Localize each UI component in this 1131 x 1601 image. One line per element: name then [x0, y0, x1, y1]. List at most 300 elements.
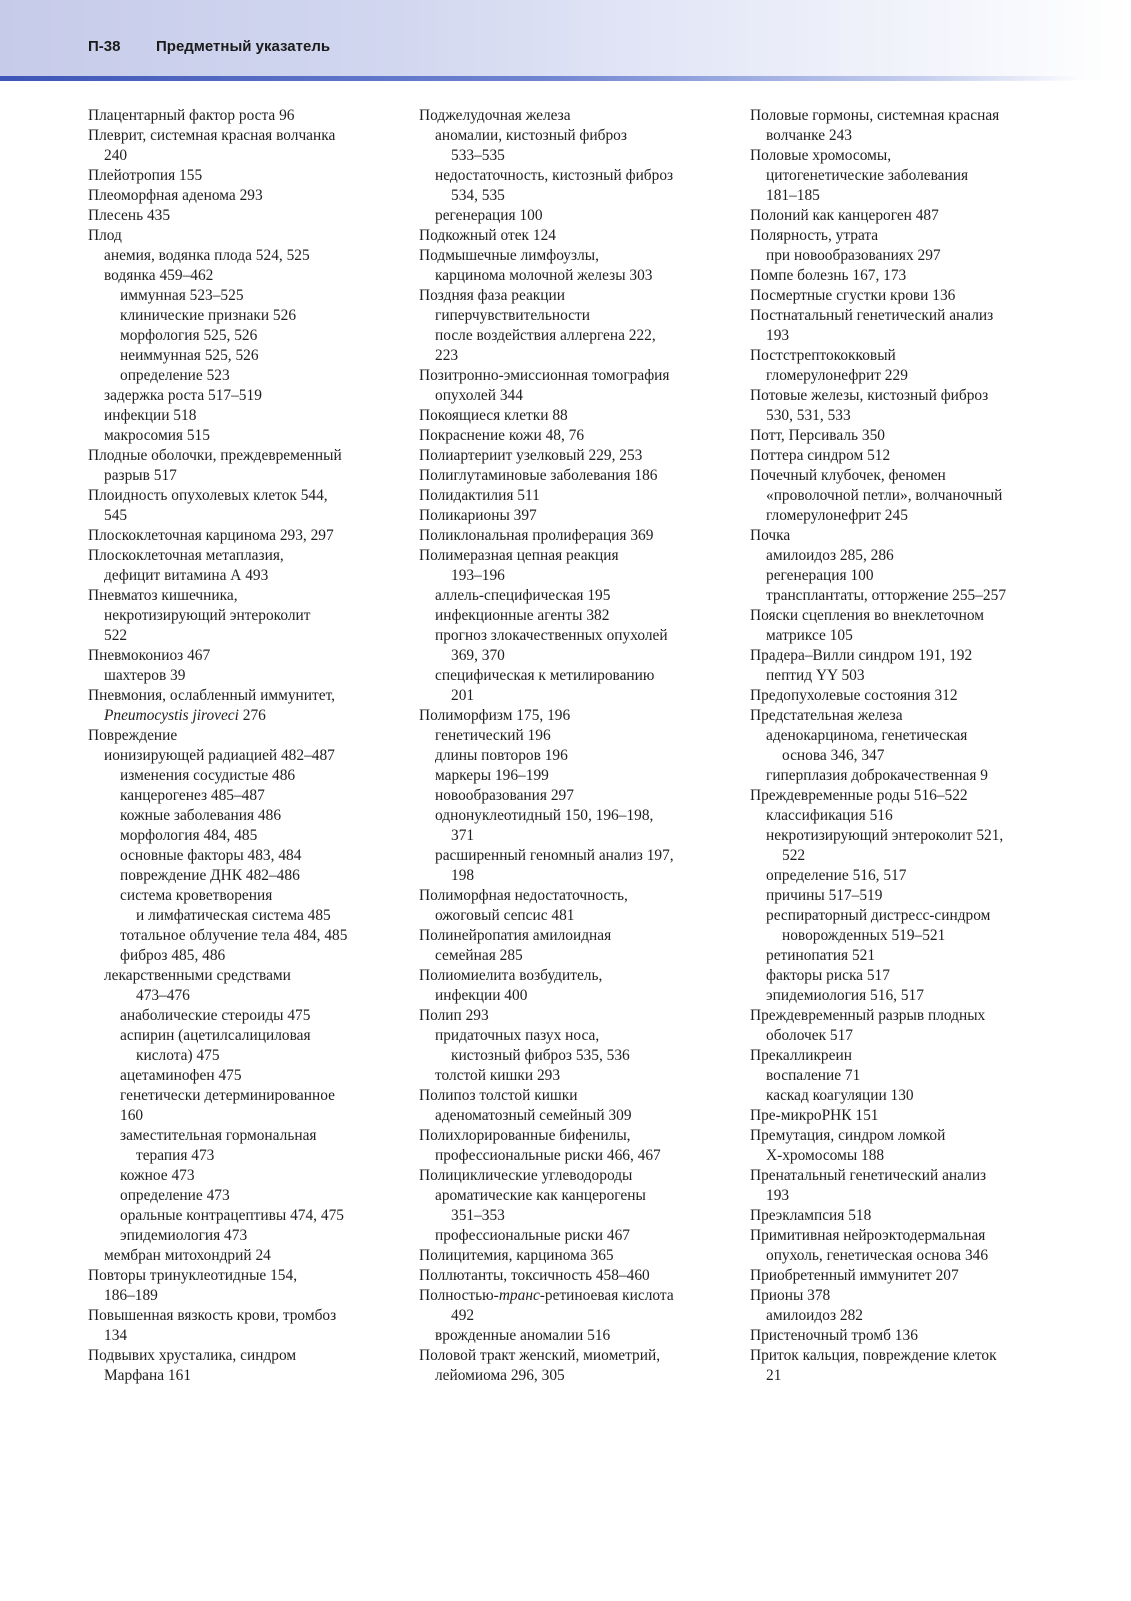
index-entry-text: Полипоз толстой кишки: [419, 1087, 578, 1104]
index-entry: [750, 126, 1070, 146]
index-entry-text: цитогенетические заболевания: [766, 167, 969, 184]
index-entry: [88, 1206, 408, 1226]
index-entry: [750, 326, 1070, 346]
index-entry-text: амилоидоз 282: [766, 1307, 863, 1324]
index-entry: [750, 1326, 1070, 1346]
index-entry-text: Плейотропия 155: [88, 167, 203, 184]
index-entry: [750, 766, 1070, 786]
index-entry: [88, 1286, 408, 1306]
index-entry: [419, 666, 739, 686]
index-entry-text: воспаление 71: [766, 1067, 861, 1084]
index-entry: [419, 186, 739, 206]
index-entry: [750, 1186, 1070, 1206]
index-entry-text: основа 346, 347: [782, 747, 885, 764]
index-entry: [419, 766, 739, 786]
index-entry-text: некротизирующий энтероколит 521,: [766, 827, 1004, 844]
index-entry-pages: 276: [238, 707, 266, 724]
index-entry: [419, 1086, 739, 1106]
index-entry: [419, 926, 739, 946]
index-entry-text: 193–196: [451, 567, 505, 584]
index-entry: [419, 346, 739, 366]
index-entry-text: определение 523: [120, 367, 230, 384]
index-entry: [419, 866, 739, 886]
index-entry-text: Повышенная вязкость крови, тромбоз: [88, 1307, 337, 1324]
index-entry-text: 201: [451, 687, 475, 704]
index-entry: [88, 486, 408, 506]
index-entry-text: Половые гормоны, системная красная: [750, 107, 1000, 124]
index-entry-text: Прадера–Вилли синдром 191, 192: [750, 647, 973, 664]
index-entry-text: Потовые железы, кистозный фиброз: [750, 387, 989, 404]
index-entry-text: повреждение ДНК 482–486: [120, 867, 300, 884]
index-entry-text: респираторный дистресс-синдром: [766, 907, 991, 924]
index-entry: [88, 846, 408, 866]
index-entry-text: Полиартериит узелковый 229, 253: [419, 447, 643, 464]
index-entry-text: 198: [451, 867, 475, 884]
index-entry-text: опухолей 344: [435, 387, 523, 404]
index-entry: [419, 106, 739, 126]
index-column-3: [750, 106, 1070, 1386]
index-entry-text: клинические признаки 526: [120, 307, 297, 324]
index-entry-italic: транс: [498, 1287, 540, 1304]
section-title: Предметный указатель: [156, 38, 331, 55]
index-entry-text: инфекции 518: [104, 407, 197, 424]
index-entry: [750, 506, 1070, 526]
index-entry-text: Полиморфизм 175, 196: [419, 707, 571, 724]
index-entry: [419, 506, 739, 526]
index-entry: [750, 826, 1070, 846]
index-entry-text: Pneumocystis jiroveci: [104, 707, 239, 724]
index-entry-text: 533–535: [451, 147, 505, 164]
index-entry: [88, 466, 408, 486]
index-entry: [750, 306, 1070, 326]
index-entry: [419, 1266, 739, 1286]
index-entry: [750, 466, 1070, 486]
index-entry: [88, 1166, 408, 1186]
index-entry-text: гиперчувствительности: [435, 307, 590, 324]
index-entry: [419, 226, 739, 246]
index-entry-text: изменения сосудистые 486: [120, 767, 296, 784]
index-entry-text: Плесень 435: [88, 207, 171, 224]
index-entry: [419, 1206, 739, 1226]
index-entry: [750, 366, 1070, 386]
index-entry-text: кистозный фиброз 535, 536: [451, 1047, 630, 1064]
index-entry: [750, 606, 1070, 626]
index-entry: [750, 1246, 1070, 1266]
index-entry-text: определение 516, 517: [766, 867, 907, 884]
index-entry: [88, 906, 408, 926]
index-entry: [750, 1286, 1070, 1306]
index-entry: [750, 446, 1070, 466]
index-column-1: [88, 106, 408, 1386]
index-entry-text: анаболические стероиды 475: [120, 1007, 311, 1024]
index-entry: [419, 1046, 739, 1066]
index-entry-text: иммунная 523–525: [120, 287, 244, 304]
index-entry-text: Подкожный отек 124: [419, 227, 556, 244]
index-entry-text: лекарственными средствами: [104, 967, 291, 984]
index-entry-text: Почка: [750, 527, 791, 544]
index-entry: [419, 566, 739, 586]
index-column-2: [419, 106, 739, 1386]
index-entry-text: заместительная гормональная: [120, 1127, 317, 1144]
index-entry-text: Посмертные сгустки крови 136: [750, 287, 956, 304]
index-entry: [88, 746, 408, 766]
index-entry: [88, 566, 408, 586]
index-entry: [419, 446, 739, 466]
index-entry-text: ожоговый сепсис 481: [435, 907, 575, 924]
index-entry-text: Пневматоз кишечника,: [88, 587, 238, 604]
index-entry: [419, 386, 739, 406]
index-entry: [419, 786, 739, 806]
index-entry-text: морфология 484, 485: [120, 827, 258, 844]
index-entry-text: Пневмокониоз 467: [88, 647, 211, 664]
index-entry: [750, 1006, 1070, 1026]
index-entry: [750, 1346, 1070, 1366]
index-entry: [419, 1026, 739, 1046]
index-entry-text: и лимфатическая система 485: [136, 907, 331, 924]
index-entry: [88, 946, 408, 966]
index-entry-text: 181–185: [766, 187, 820, 204]
index-entry-text: Покраснение кожи 48, 76: [419, 427, 585, 444]
index-entry-text: Полимеразная цепная реакция: [419, 547, 619, 564]
index-entry-text: Поджелудочная железа: [419, 107, 571, 124]
index-entry-text: факторы риска 517: [766, 967, 890, 984]
index-entry: [88, 926, 408, 946]
index-entry-text: Полихлорированные бифенилы,: [419, 1127, 631, 1144]
index-entry: [750, 966, 1070, 986]
index-entry: [419, 746, 739, 766]
index-entry-text: Премутация, синдром ломкой: [750, 1127, 946, 1144]
index-entry: [419, 546, 739, 566]
index-entry: [88, 726, 408, 746]
index-entry-text: гломерулонефрит 245: [766, 507, 908, 524]
index-entry-text: Половые хромосомы,: [750, 147, 892, 164]
index-entry-text: генетически детерминированное: [120, 1087, 335, 1104]
index-entry-text: генетический 196: [435, 727, 551, 744]
index-entry-text: фиброз 485, 486: [120, 947, 226, 964]
index-entry-text: Поликарионы 397: [419, 507, 537, 524]
index-entry: [88, 126, 408, 146]
index-entry: [419, 146, 739, 166]
index-entry: [419, 326, 739, 346]
index-entry-text: 530, 531, 533: [766, 407, 851, 424]
index-entry: [419, 406, 739, 426]
index-entry-text: Прекалликреин: [750, 1047, 852, 1064]
index-entry-text: Пренатальный генетический анализ: [750, 1167, 987, 1184]
index-entry: [419, 426, 739, 446]
index-entry-text: некротизирующий энтероколит: [104, 607, 311, 624]
index-entry: [419, 1146, 739, 1166]
index-entry: [88, 286, 408, 306]
index-entry-text: Полностью-: [419, 1287, 499, 1304]
index-entry: [88, 626, 408, 646]
index-entry-text: опухоль, генетическая основа 346: [766, 1247, 989, 1264]
index-entry: [750, 1226, 1070, 1246]
index-entry: [88, 526, 408, 546]
index-entry-text: Плоидность опухолевых клеток 544,: [88, 487, 328, 504]
header-rule: [0, 76, 1080, 81]
index-entry-text: волчанке 243: [766, 127, 853, 144]
index-entry: [419, 306, 739, 326]
index-entry-text: Преждевременные роды 516–522: [750, 787, 968, 804]
index-entry-text: канцерогенез 485–487: [120, 787, 265, 804]
index-entry-text: 223: [435, 347, 459, 364]
index-entry-text: система кроветворения: [120, 887, 273, 904]
index-entry: [88, 646, 408, 666]
index-entry-text: Подмышечные лимфоузлы,: [419, 247, 599, 264]
index-entry-text: Плеоморфная аденома 293: [88, 187, 263, 204]
index-entry: [750, 886, 1070, 906]
index-entry-text: расширенный геномный анализ 197,: [435, 847, 674, 864]
index-entry-text: специфическая к метилированию: [435, 667, 655, 684]
index-entry-text: маркеры 196–199: [435, 767, 549, 784]
index-entry-text: тотальное облучение тела 484, 485: [120, 927, 348, 944]
index-entry-text: мембран митохондрий 24: [104, 1247, 271, 1264]
index-entry-text: ионизирующей радиацией 482–487: [104, 747, 335, 764]
index-entry: [419, 1246, 739, 1266]
index-entry: [750, 526, 1070, 546]
index-entry: [419, 166, 739, 186]
index-entry: [750, 406, 1070, 426]
index-entry: [88, 826, 408, 846]
index-entry: [419, 366, 739, 386]
index-entry: [88, 1026, 408, 1046]
index-entry-text: Поликлональная пролиферация 369: [419, 527, 654, 544]
index-entry-text: 492: [451, 1307, 475, 1324]
index-entry: [88, 386, 408, 406]
index-entry-text: Приобретенный иммунитет 207: [750, 1267, 959, 1284]
index-entry: [88, 1106, 408, 1126]
index-entry: [750, 1126, 1070, 1146]
index-entry: [750, 566, 1070, 586]
index-entry: [750, 1046, 1070, 1066]
index-entry: [419, 1366, 739, 1386]
index-entry-text: 351–353: [451, 1207, 505, 1224]
index-entry-text: Предопухолевые состояния 312: [750, 687, 958, 704]
index-entry-text: Полярность, утрата: [750, 227, 879, 244]
index-entry-text: гиперплазия доброкачественная 9: [766, 767, 988, 784]
index-entry-text: 193: [766, 1187, 790, 1204]
index-entry-text: регенерация 100: [766, 567, 874, 584]
index-entry: [750, 706, 1070, 726]
index-entry-text: Полинейропатия амилоидная: [419, 927, 612, 944]
index-entry-text: Почечный клубочек, феномен: [750, 467, 946, 484]
index-entry-text: Поллютанты, токсичность 458–460: [419, 1267, 650, 1284]
index-entry: [88, 1306, 408, 1326]
index-entry: [88, 806, 408, 826]
index-entry: [419, 906, 739, 926]
index-entry: [88, 506, 408, 526]
index-entry: [419, 486, 739, 506]
index-entry-text: Полоний как канцероген 487: [750, 207, 939, 224]
index-entry: [88, 226, 408, 246]
index-entry: [88, 426, 408, 446]
index-entry: [750, 726, 1070, 746]
index-entry-text: ароматические как канцерогены: [435, 1187, 646, 1204]
index-entry: [419, 626, 739, 646]
index-entry-text: Подвывих хрусталика, синдром: [88, 1347, 297, 1364]
index-entry: [88, 166, 408, 186]
index-entry: [750, 1026, 1070, 1046]
index-entry-text: при новообразованиях 297: [766, 247, 941, 264]
index-entry-text: однонуклеотидный 150, 196–198,: [435, 807, 654, 824]
index-entry: [750, 546, 1070, 566]
index-entry: [88, 1246, 408, 1266]
index-entry-text: «проволочной петли», волчаночный: [766, 487, 1003, 504]
index-entry: [88, 346, 408, 366]
index-entry-text: оральные контрацептивы 474, 475: [120, 1207, 344, 1224]
index-entry-text: Пояски сцепления во внеклеточном: [750, 607, 984, 624]
index-entry: [750, 806, 1070, 826]
index-entry: [419, 806, 739, 826]
index-entry: [419, 286, 739, 306]
index-entry: [88, 1006, 408, 1026]
index-entry: [750, 266, 1070, 286]
index-entry-text: Марфана 161: [104, 1367, 192, 1384]
index-entry-text: основные факторы 483, 484: [120, 847, 302, 864]
index-entry: [419, 526, 739, 546]
index-entry: [88, 1326, 408, 1346]
index-entry: [750, 746, 1070, 766]
index-entry-text: Полиомиелита возбудитель,: [419, 967, 603, 984]
index-entry: [88, 1046, 408, 1066]
index-entry-text: аллель-специфическая 195: [435, 587, 611, 604]
index-entry-text: 134: [104, 1327, 128, 1344]
index-entry-text: задержка роста 517–519: [104, 387, 262, 404]
index-entry: [419, 1006, 739, 1026]
index-entry-text: Плацентарный фактор роста 96: [88, 107, 295, 124]
index-entry: [750, 866, 1070, 886]
index-entry-text: амилоидоз 285, 286: [766, 547, 894, 564]
index-entry-text: Полип 293: [419, 1007, 489, 1024]
index-entry: [88, 866, 408, 886]
index-entry: [88, 1146, 408, 1166]
index-entry: [419, 466, 739, 486]
index-entry-text: Предстательная железа: [750, 707, 903, 724]
index-entry: [88, 786, 408, 806]
index-entry-text: Плеврит, системная красная волчанка: [88, 127, 336, 144]
index-entry: [88, 886, 408, 906]
index-entry: [419, 1166, 739, 1186]
index-entry-text: Примитивная нейроэктодермальная: [750, 1227, 986, 1244]
index-entry-text: 160: [120, 1107, 144, 1124]
index-entry-text: инфекции 400: [435, 987, 528, 1004]
index-entry: [750, 1206, 1070, 1226]
index-entry-text: Постстрептококковый: [750, 347, 896, 364]
index-entry-text: макросомия 515: [104, 427, 210, 444]
index-entry-text: Приток кальция, повреждение клеток: [750, 1347, 997, 1364]
index-entry-text: Половой тракт женский, миометрий,: [419, 1347, 661, 1364]
index-entry: [750, 386, 1070, 406]
index-entry: [419, 686, 739, 706]
index-entry: [419, 986, 739, 1006]
index-entry-text: толстой кишки 293: [435, 1067, 561, 1084]
index-entry-text: аномалии, кистозный фиброз: [435, 127, 627, 144]
index-entry-text: 522: [782, 847, 806, 864]
index-entry: [750, 166, 1070, 186]
index-entry-text: ацетаминофен 475: [120, 1067, 242, 1084]
index-entry-text: Постнатальный генетический анализ: [750, 307, 994, 324]
index-entry: [750, 1306, 1070, 1326]
index-entry: [750, 106, 1070, 126]
index-entry-text: 193: [766, 327, 790, 344]
index-entry: [419, 1186, 739, 1206]
index-entry-text: Помпе болезнь 167, 173: [750, 267, 907, 284]
index-entry-text: причины 517–519: [766, 887, 883, 904]
index-entry-text: разрыв 517: [104, 467, 177, 484]
index-entry: [750, 906, 1070, 926]
index-entry-text: каскад коагуляции 130: [766, 1087, 914, 1104]
index-entry: [88, 366, 408, 386]
index-entry-text: Пре-микроРНК 151: [750, 1107, 879, 1124]
index-entry: [750, 686, 1070, 706]
index-entry: [419, 266, 739, 286]
index-entry: [419, 966, 739, 986]
index-entry-text: терапия 473: [136, 1147, 215, 1164]
index-entry: [419, 1066, 739, 1086]
index-entry-text: 21: [766, 1367, 782, 1384]
index-entry: [419, 646, 739, 666]
index-entry: [88, 666, 408, 686]
index-entry: [88, 106, 408, 126]
index-entry-text: матриксе 105: [766, 627, 853, 644]
index-entry-text: Потт, Персиваль 350: [750, 427, 885, 444]
index-entry-text: после воздействия аллергена 222,: [435, 327, 656, 344]
index-entry-text: 186–189: [104, 1287, 158, 1304]
index-entry-text: Полиглутаминовые заболевания 186: [419, 467, 658, 484]
index-entry-text: Прионы 378: [750, 1287, 831, 1304]
index-entry-text: Полиморфная недостаточность,: [419, 887, 628, 904]
index-entry-text: карцинома молочной железы 303: [435, 267, 653, 284]
index-entry-text: Полицитемия, карцинома 365: [419, 1247, 614, 1264]
index-entry-text: Плодные оболочки, преждевременный: [88, 447, 342, 464]
index-entry-text: Преждевременный разрыв плодных: [750, 1007, 986, 1024]
index-entry: [88, 326, 408, 346]
index-entry: [88, 246, 408, 266]
index-entry-text: кислота) 475: [136, 1047, 220, 1064]
index-entry-text: ретинопатия 521: [766, 947, 876, 964]
index-entry: [88, 306, 408, 326]
index-entry: [750, 666, 1070, 686]
index-entry: [750, 946, 1070, 966]
index-entry: [419, 726, 739, 746]
index-entry: [750, 846, 1070, 866]
index-entry: [88, 266, 408, 286]
index-entry: [750, 1086, 1070, 1106]
index-entry-text: неиммунная 525, 526: [120, 347, 259, 364]
index-entry: [419, 1126, 739, 1146]
index-entry: [419, 1346, 739, 1366]
index-entry-text: семейная 285: [435, 947, 523, 964]
index-entry: [88, 186, 408, 206]
index-entry: [419, 246, 739, 266]
index-entry-text: Повреждение: [88, 727, 178, 744]
index-entry-text: шахтеров 39: [104, 667, 186, 684]
index-entry-text: дефицит витамина А 493: [104, 567, 269, 584]
index-entry: [750, 646, 1070, 666]
index-entry: [88, 986, 408, 1006]
index-entry-text: водянка 459–462: [104, 267, 214, 284]
index-entry: [750, 1166, 1070, 1186]
index-entry-text: 545: [104, 507, 128, 524]
index-entry: [750, 346, 1070, 366]
index-entry: [88, 1346, 408, 1366]
index-entry-text: Полициклические углеводороды: [419, 1167, 633, 1184]
index-entry-text: Пристеночный тромб 136: [750, 1327, 918, 1344]
index-entry: [750, 246, 1070, 266]
index-entry-text: инфекционные агенты 382: [435, 607, 610, 624]
index-entry: [419, 946, 739, 966]
index-entry-text: 534, 535: [451, 187, 505, 204]
